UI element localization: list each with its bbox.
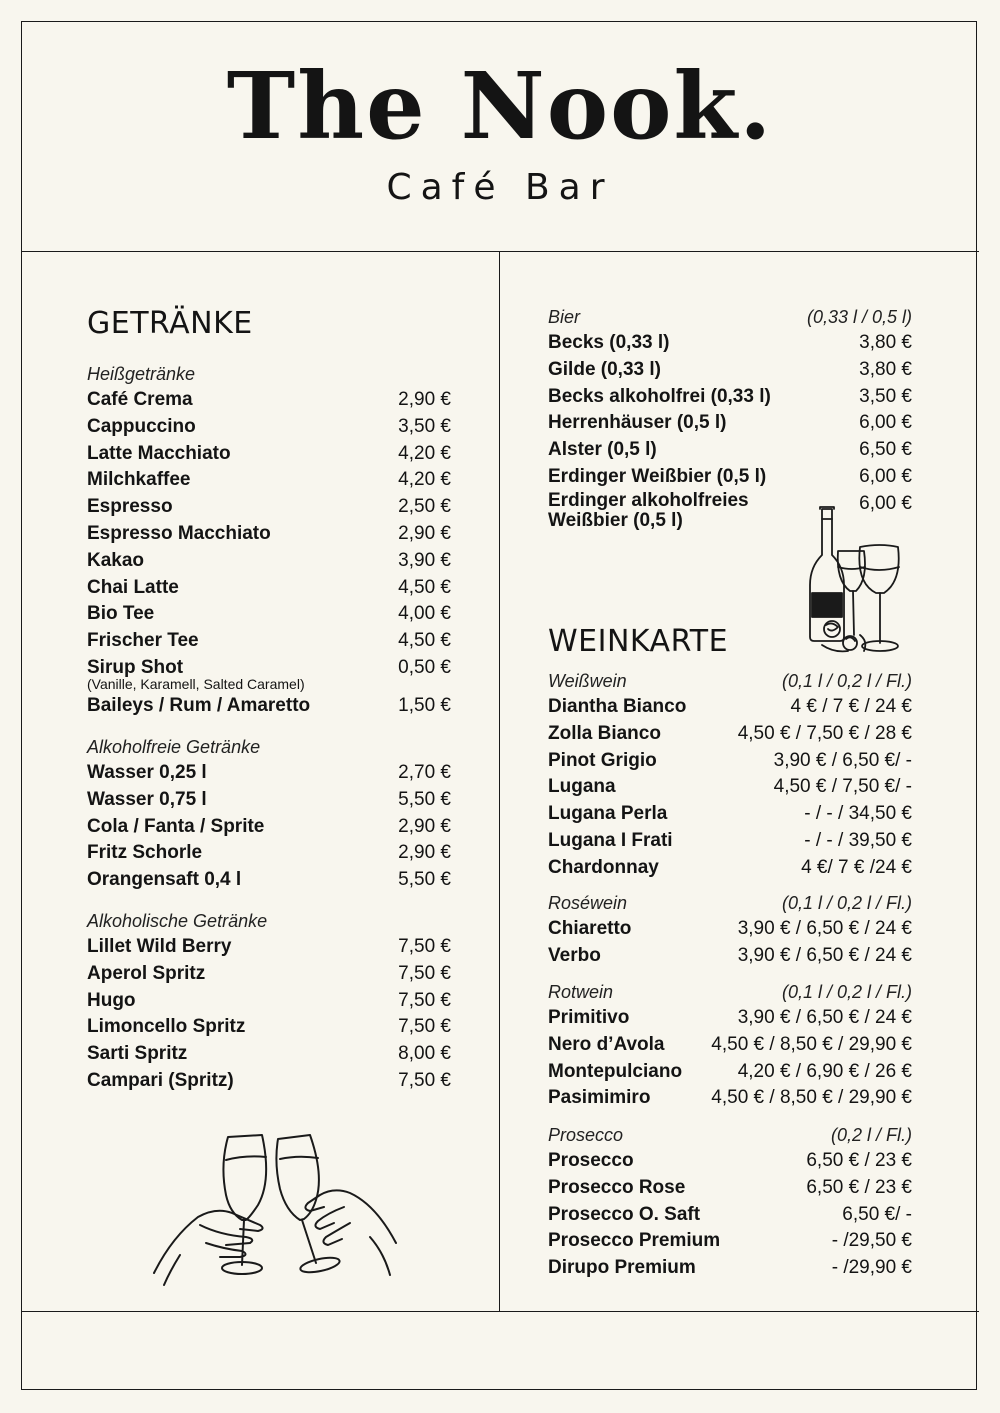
beer-list <box>548 304 912 532</box>
menu-item: Espresso Macchiato 2,90 € <box>87 522 451 544</box>
menu-item: Pinot Grigio 3,90 € / 6,50 €/ - <box>548 749 912 771</box>
wine-section-title: WEINKARTE <box>548 624 729 659</box>
menu-item: Bio Tee 4,00 € <box>87 603 451 625</box>
menu-item: Wasser 0,25 l 2,70 € <box>87 762 451 783</box>
toasting-glasses-icon <box>150 1125 400 1290</box>
rose-wine-list <box>548 890 912 970</box>
menu-item: Lugana Perla - / - / 34,50 € <box>548 803 912 825</box>
menu-item: Frischer Tee 4,50 € <box>87 630 451 652</box>
size-label: (0,1 l / 0,2 l / Fl.) <box>781 893 912 913</box>
red-wine-list <box>548 979 912 1112</box>
menu-item: Primitivo 3,90 € / 6,50 € / 24 € <box>548 1007 912 1028</box>
menu-item: Kakao 3,90 € <box>87 549 451 571</box>
menu-item: Sarti Spritz 8,00 € <box>87 1043 451 1065</box>
menu-item: Campari (Spritz) 7,50 € <box>87 1069 451 1091</box>
menu-item: Erdinger alkoholfreies Weißbier (0,5 l) 6,00 € <box>548 489 912 532</box>
menu-item: Wasser 0,75 l 5,50 € <box>87 788 451 810</box>
header-divider <box>21 251 979 252</box>
menu-item: Prosecco 6,50 € / 23 € <box>548 1150 912 1171</box>
drinks-section <box>87 306 451 342</box>
footer-divider <box>21 1311 979 1312</box>
menu-item: Aperol Spritz 7,50 € <box>87 962 451 984</box>
prosecco-list <box>548 1122 912 1282</box>
menu-item: Gilde (0,33 l) 3,80 € <box>548 358 912 380</box>
menu-item: Herrenhäuser (0,5 l) 6,00 € <box>548 412 912 434</box>
size-label: (0,1 l / 0,2 l / Fl.) <box>781 982 912 1002</box>
category-label: Alkoholische Getränke <box>87 911 268 931</box>
size-label: (0,33 l / 0,5 l) <box>806 307 912 327</box>
white-wine-list <box>548 668 912 882</box>
menu-item: Erdinger Weißbier (0,5 l) 6,00 € <box>548 465 912 487</box>
size-label: (0,2 l / Fl.) <box>830 1125 912 1145</box>
menu-item: Cappuccino 3,50 € <box>87 415 451 437</box>
page-title: The Nook. <box>226 52 774 160</box>
menu-item: Baileys / Rum / Amaretto 1,50 € <box>87 694 451 716</box>
menu-item: Zolla Bianco 4,50 € / 7,50 € / 28 € <box>548 722 912 744</box>
menu-item: Prosecco Premium - /29,50 € <box>548 1230 912 1252</box>
menu-item: Alster (0,5 l) 6,50 € <box>548 439 912 461</box>
menu-item: Montepulciano 4,20 € / 6,90 € / 26 € <box>548 1060 912 1082</box>
menu-item: Dirupo Premium - /29,90 € <box>548 1257 912 1279</box>
menu-item: Orangensaft 0,4 l 5,50 € <box>87 869 451 891</box>
wine-section <box>548 624 912 660</box>
menu-item: Prosecco Rose 6,50 € / 23 € <box>548 1176 912 1198</box>
menu-item: Pasimimiro 4,50 € / 8,50 € / 29,90 € <box>548 1087 912 1109</box>
menu-item: Fritz Schorle 2,90 € <box>87 842 451 864</box>
menu-item: Limoncello Spritz 7,50 € <box>87 1016 451 1038</box>
category-label: Weißwein (0,1 l / 0,2 l / Fl.) <box>548 668 912 694</box>
menu-item: Chai Latte 4,50 € <box>87 576 451 598</box>
size-label: (0,1 l / 0,2 l / Fl.) <box>781 671 912 691</box>
menu-item: Chiaretto 3,90 € / 6,50 € / 24 € <box>548 918 912 939</box>
menu-item: Prosecco O. Saft 6,50 €/ - <box>548 1203 912 1225</box>
category-label: Heißgetränke <box>87 364 196 384</box>
category-label: Alkoholfreie Getränke <box>87 737 261 757</box>
menu-item: Diantha Bianco 4 € / 7 € / 24 € <box>548 696 912 717</box>
menu-item: Verbo 3,90 € / 6,50 € / 24 € <box>548 944 912 966</box>
menu-item: Sirup Shot 0,50 € <box>87 656 451 678</box>
menu-item: Café Crema 2,90 € <box>87 389 451 410</box>
item-note: (Vanille, Karamell, Salted Caramel) <box>87 675 305 692</box>
menu-item: Cola / Fanta / Sprite 2,90 € <box>87 815 451 837</box>
menu-item: Milchkaffee 4,20 € <box>87 469 451 491</box>
menu-item: Chardonnay 4 €/ 7 € /24 € <box>548 856 912 878</box>
menu-item: Lugana I Frati - / - / 39,50 € <box>548 829 912 851</box>
drinks-section-title: GETRÄNKE <box>87 306 253 341</box>
column-divider <box>499 252 500 1311</box>
category-label: Rotwein (0,1 l / 0,2 l / Fl.) <box>548 979 912 1005</box>
category-label: Roséwein (0,1 l / 0,2 l / Fl.) <box>548 890 912 916</box>
menu-item: Hugo 7,50 € <box>87 989 451 1011</box>
soft-drinks-list <box>87 734 451 894</box>
category-label: Prosecco (0,2 l / Fl.) <box>548 1122 912 1148</box>
hot-drinks-list <box>87 361 451 720</box>
menu-item: Becks alkoholfrei (0,33 l) 3,50 € <box>548 385 912 407</box>
menu-item: Lillet Wild Berry 7,50 € <box>87 936 451 957</box>
page-subtitle: Café Bar <box>386 167 614 208</box>
menu-item: Lugana 4,50 € / 7,50 €/ - <box>548 776 912 798</box>
menu-item: Becks (0,33 l) 3,80 € <box>548 332 912 353</box>
menu-item: Nero d’Avola 4,50 € / 8,50 € / 29,90 € <box>548 1033 912 1055</box>
menu-item: Espresso 2,50 € <box>87 496 451 518</box>
menu-item: Latte Macchiato 4,20 € <box>87 442 451 464</box>
category-label: Bier (0,33 l / 0,5 l) <box>548 304 912 330</box>
alcoholic-drinks-list <box>87 908 451 1095</box>
